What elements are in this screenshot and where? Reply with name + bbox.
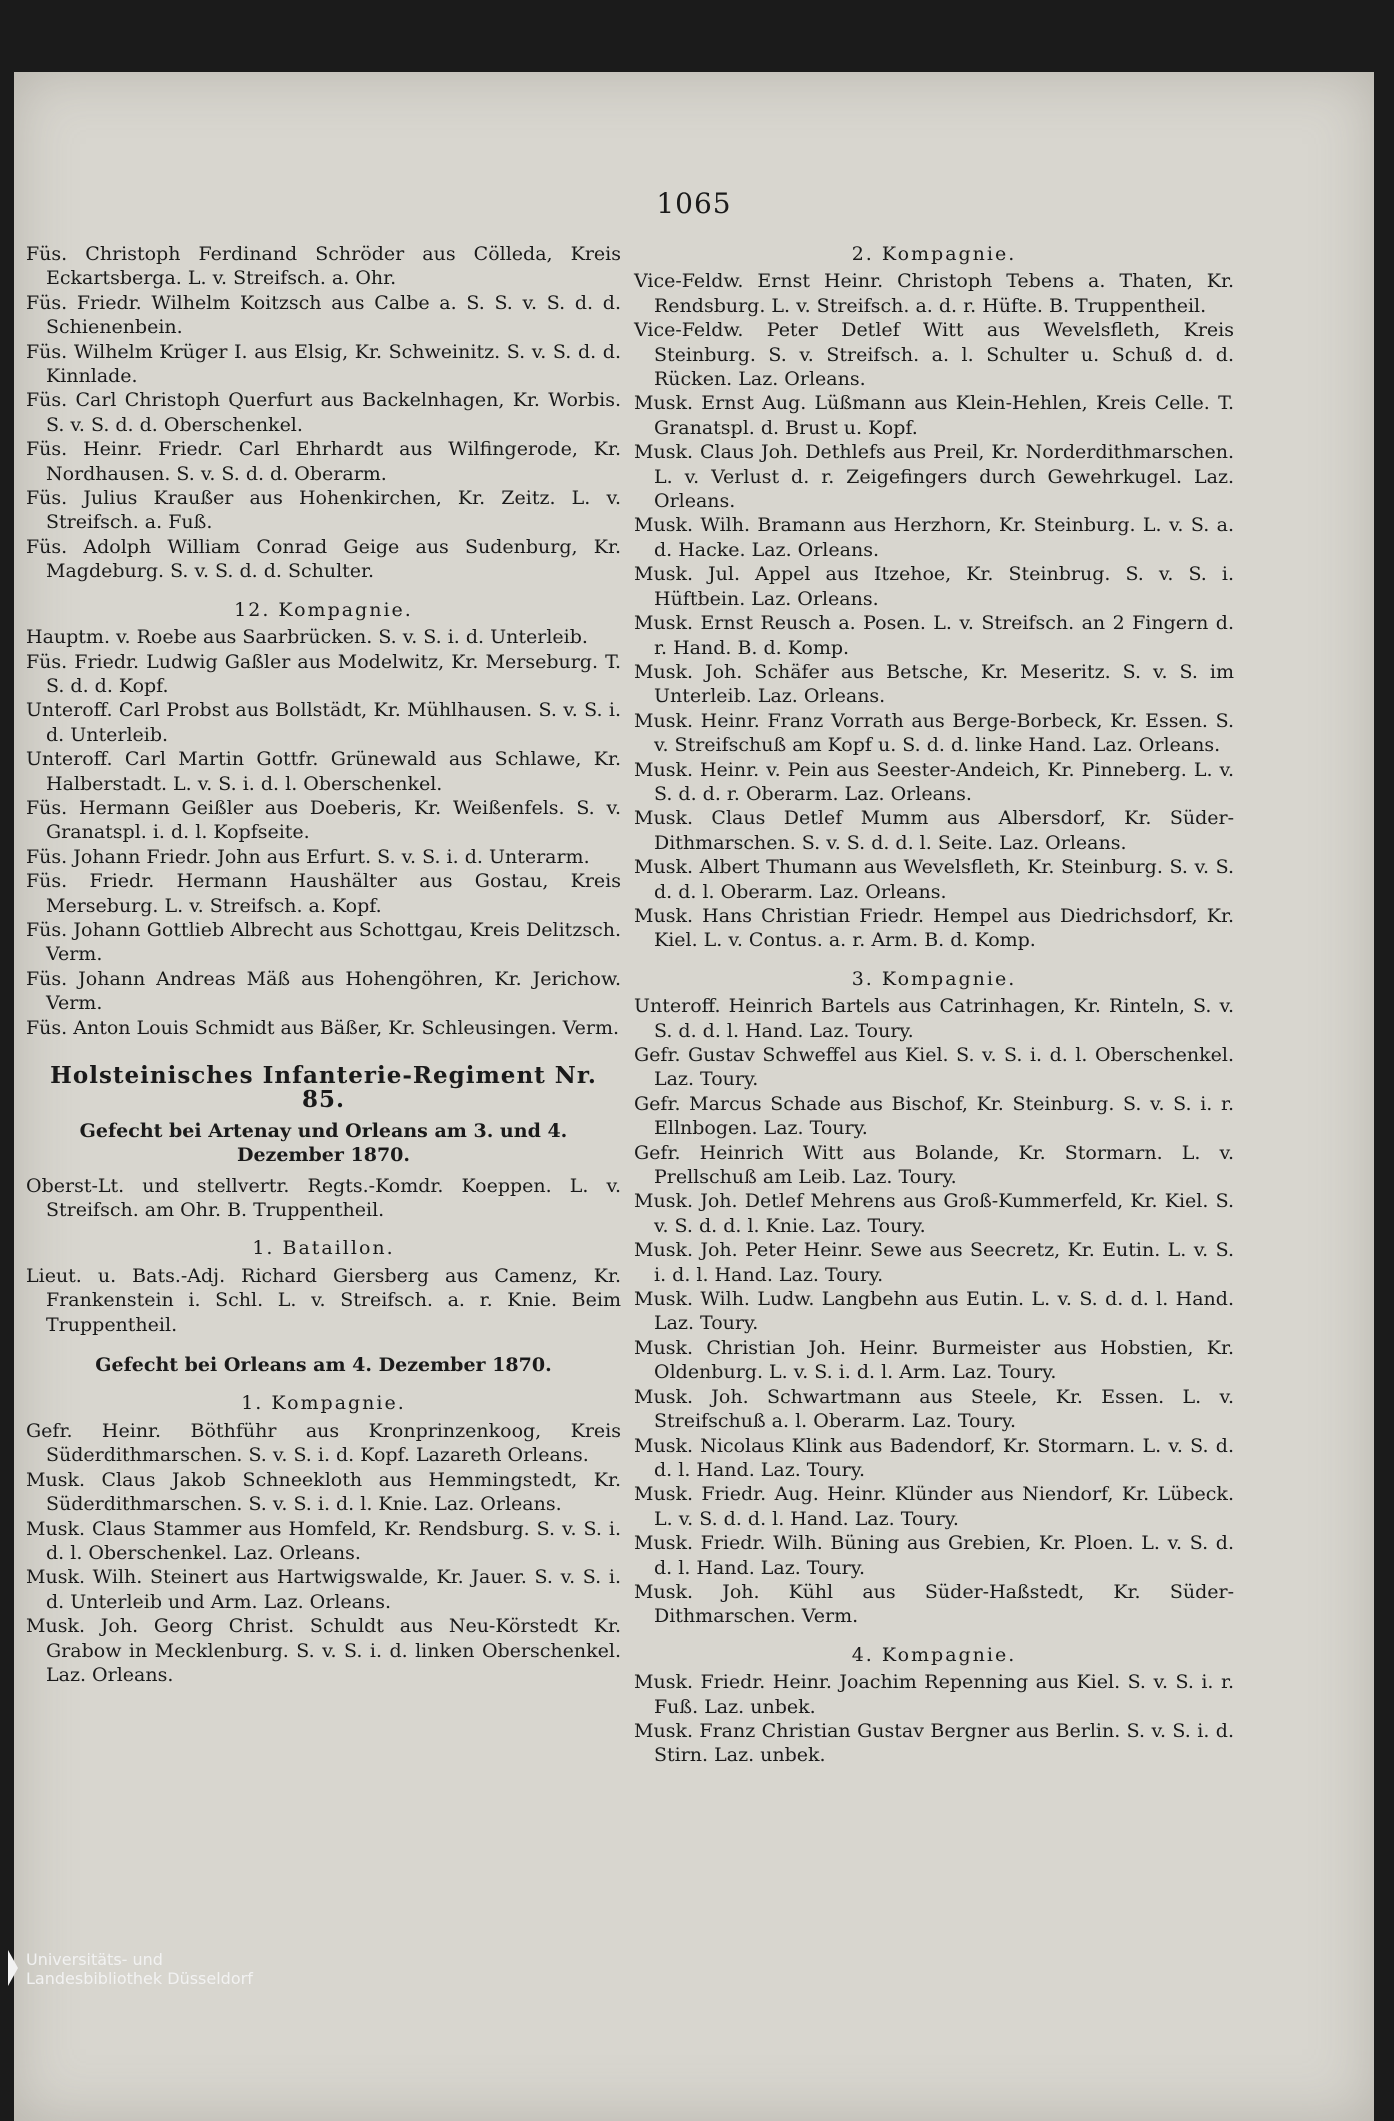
casualty-entry: Musk. Joh. Schwartmann aus Steele, Kr. Essen. L. v. Streifschuß a. l. Oberarm. Laz. Toury. — [634, 1385, 1234, 1433]
library-line-2: Landesbibliothek Düsseldorf — [26, 1969, 253, 1988]
casualty-entry: Füs. Heinr. Friedr. Carl Ehrhardt aus Wilfingerode, Kr. Nordhausen. S. v. S. d. d. Oberarm. — [26, 438, 621, 485]
casualty-entry: Musk. Friedr. Heinr. Joachim Repenning aus Kiel. S. v. S. i. r. Fuß. Laz. unbek. — [634, 1671, 1234, 1718]
section-heading: 1. Bataillon. — [252, 1237, 395, 1260]
casualty-entry: Musk. Heinr. v. Pein aus Seester-Andeich, Kr. Pinneberg. L. v. S. d. d. r. Oberarm. Laz. Orleans. — [634, 758, 1234, 805]
casualty-entry: Unteroff. Carl Martin Gottfr. Grünewald aus Schlawe, Kr. Halberstadt. L. v. S. i. d. l. Oberschenkel. — [26, 748, 621, 795]
casualty-entry: Musk. Hans Christian Friedr. Hempel aus Diedrichsdorf, Kr. Kiel. L. v. Contus. a. r. Arm. B. d. Komp. — [634, 904, 1234, 952]
section-heading: 12. Kompagnie. — [234, 598, 413, 621]
casualty-entry: Hauptm. v. Roebe aus Saarbrücken. S. v. S. i. d. Unterleib. — [26, 626, 588, 649]
casualty-entry: Musk. Claus Stammer aus Homfeld, Kr. Rendsburg. S. v. S. i. d. l. Oberschenkel. Laz. Orleans. — [26, 1517, 621, 1564]
casualty-entry: Musk. Wilh. Ludw. Langbehn aus Eutin. L. v. S. d. d. l. Hand. Laz. Toury. — [634, 1288, 1234, 1335]
casualty-entry: Musk. Ernst Reusch a. Posen. L. v. Streifsch. an 2 Fingern d. r. Hand. B. d. Komp. — [634, 612, 1234, 659]
casualty-entry: Füs. Hermann Geißler aus Doeberis, Kr. Weißenfels. S. v. Granatspl. i. d. l. Kopfseite. — [26, 796, 621, 844]
casualty-entry: Vice-Feldw. Ernst Heinr. Christoph Tebens a. Thaten, Kr. Rendsburg. L. v. Streifsch. a. d. r. Hüfte. B. Truppentheil. — [634, 270, 1234, 317]
casualty-entry: Gefr. Marcus Schade aus Bischof, Kr. Steinburg. S. v. S. i. r. Ellnbogen. Laz. Toury. — [634, 1092, 1234, 1140]
casualty-entry: Musk. Albert Thumann aus Wevelsfleth, Kr. Steinburg. S. v. S. d. d. l. Oberarm. Laz. Orleans. — [634, 856, 1234, 903]
casualty-entry: Lieut. u. Bats.-Adj. Richard Giersberg aus Camenz, Kr. Frankenstein i. Schl. L. v. Streifsch. a. r. Knie. Beim Truppentheil. — [26, 1264, 621, 1336]
page-number: 1065 — [656, 187, 732, 220]
casualty-entry: Musk. Christian Joh. Heinr. Burmeister aus Hobstien, Kr. Oldenburg. L. v. S. i. d. l. Arm. Laz. Toury. — [634, 1336, 1234, 1384]
section-heading: 1. Kompagnie. — [241, 1392, 406, 1415]
regiment-heading: Holsteinisches Infanterie-Regiment Nr. 85. — [50, 1062, 597, 1114]
casualty-entry: Gefr. Heinrich Witt aus Bolande, Kr. Stormarn. L. v. Prellschuß am Leib. Laz. Toury. — [634, 1141, 1234, 1189]
casualty-entry: Gefr. Heinr. Böthführ aus Kronprinzenkoog, Kreis Süderdithmarschen. S. v. S. i. d. Kopf. Lazareth Orleans. — [26, 1419, 621, 1467]
casualty-entry: Musk. Friedr. Wilh. Büning aus Grebien, Kr. Ploen. L. v. S. d. d. l. Hand. Laz. Toury. — [634, 1532, 1234, 1579]
casualty-entry: Füs. Friedr. Ludwig Gaßler aus Modelwitz, Kr. Merseburg. T. S. d. d. Kopf. — [26, 650, 621, 697]
casualty-entry: Musk. Joh. Kühl aus Süder-Haßstedt, Kr. Süder-Dithmarschen. Verm. — [634, 1580, 1234, 1628]
casualty-entry: Füs. Adolph William Conrad Geige aus Sudenburg, Kr. Magdeburg. S. v. S. d. d. Schulter. — [26, 535, 621, 583]
casualty-entry: Musk. Heinr. Franz Vorrath aus Berge-Borbeck, Kr. Essen. S. v. Streifschuß am Kopf u. S. d. d. linke Hand. Laz. Orleans. — [634, 709, 1234, 757]
casualty-entry: Füs. Wilhelm Krüger I. aus Elsig, Kr. Schweinitz. S. v. S. d. d. Kinnlade. — [26, 340, 621, 388]
casualty-entry: Musk. Joh. Peter Heinr. Sewe aus Seecretz, Kr. Eutin. L. v. S. i. d. l. Hand. Laz. Toury. — [634, 1239, 1234, 1286]
casualty-entry: Musk. Wilh. Steinert aus Hartwigswalde, Kr. Jauer. S. v. S. i. d. Unterleib und Arm. Laz. Orleans. — [26, 1566, 621, 1613]
casualty-entry: Musk. Jul. Appel aus Itzehoe, Kr. Steinbrug. S. v. S. i. Hüftbein. Laz. Orleans. — [634, 563, 1234, 610]
battle-heading: Gefecht bei Orleans am 4. Dezember 1870. — [95, 1354, 552, 1377]
casualty-entry: Musk. Joh. Schäfer aus Betsche, Kr. Meseritz. S. v. S. im Unterleib. Laz. Orleans. — [634, 660, 1234, 708]
casualty-entry: Füs. Johann Friedr. John aus Erfurt. S. v. S. i. d. Unterarm. — [26, 845, 590, 868]
casualty-entry: Musk. Claus Detlef Mumm aus Albersdorf, Kr. Süder-Dithmarschen. S. v. S. d. d. l. Seite. Laz. Orleans. — [634, 807, 1234, 854]
casualty-entry: Füs. Christoph Ferdinand Schröder aus Cölleda, Kreis Eckartsberga. L. v. Streifsch. a. Ohr. — [26, 243, 621, 290]
casualty-entry: Füs. Carl Christoph Querfurt aus Backelnhagen, Kr. Worbis. S. v. S. d. d. Oberschenkel. — [26, 389, 621, 436]
section-heading: 2. Kompagnie. — [851, 243, 1017, 265]
casualty-entry: Gefr. Gustav Schweffel aus Kiel. S. v. S. i. d. l. Oberschenkel. Laz. Toury. — [634, 1044, 1234, 1091]
casualty-entry: Musk. Joh. Georg Christ. Schuldt aus Neu-Körstedt Kr. Grabow in Mecklenburg. S. v. S. i. d. linken Oberschenkel. Laz. Orleans. — [26, 1615, 621, 1686]
right-column — [634, 242, 1234, 1768]
casualty-entry: Vice-Feldw. Peter Detlef Witt aus Wevelsfleth, Kreis Steinburg. S. v. Streifsch. a. l. Schulter u. Schuß d. d. Rücken. Laz. Orleans. — [634, 319, 1234, 391]
section-heading: 3. Kompagnie. — [851, 967, 1017, 990]
casualty-entry: Musk. Joh. Detlef Mehrens aus Groß-Kummerfeld, Kr. Kiel. S. v. S. d. d. l. Knie. Laz. Toury. — [634, 1190, 1234, 1237]
scanned-page — [14, 72, 1374, 2121]
casualty-entry: Füs. Friedr. Wilhelm Koitzsch aus Calbe a. S. S. v. S. d. d. Schienenbein. — [26, 291, 621, 339]
left-column — [26, 242, 621, 1687]
section-heading: 4. Kompagnie. — [851, 1643, 1017, 1666]
casualty-entry: Musk. Claus Joh. Dethlefs aus Preil, Kr. Norderdithmarschen. L. v. Verlust d. r. Zeigefingers durch Gewehrkugel. Laz. Orleans. — [634, 441, 1234, 513]
casualty-entry: Musk. Nicolaus Klink aus Badendorf, Kr. Stormarn. L. v. S. d. d. l. Hand. Laz. Toury. — [634, 1434, 1234, 1481]
library-logo-icon — [8, 1950, 18, 1986]
casualty-entry: Musk. Friedr. Aug. Heinr. Klünder aus Niendorf, Kr. Lübeck. L. v. S. d. d. l. Hand. Laz. Toury. — [634, 1483, 1234, 1530]
casualty-entry: Füs. Johann Andreas Mäß aus Hohengöhren, Kr. Jerichow. Verm. — [26, 967, 621, 1015]
casualty-entry: Füs. Johann Gottlieb Albrecht aus Schottgau, Kreis Delitzsch. Verm. — [26, 918, 621, 966]
battle-heading: Gefecht bei Artenay und Orleans am 3. und 4. Dezember 1870. — [79, 1119, 568, 1167]
casualty-entry: Füs. Anton Louis Schmidt aus Bäßer, Kr. Schleusingen. Verm. — [26, 1016, 620, 1039]
casualty-entry: Füs. Julius Kraußer aus Hohenkirchen, Kr. Zeitz. L. v. Streifsch. a. Fuß. — [26, 487, 621, 534]
casualty-entry: Oberst-Lt. und stellvertr. Regts.-Komdr. Koeppen. L. v. Streifsch. am Ohr. B. Truppentheil. — [26, 1174, 621, 1222]
casualty-entry: Musk. Ernst Aug. Lüßmann aus Klein-Hehlen, Kreis Celle. T. Granatspl. d. Brust u. Kopf. — [634, 392, 1234, 439]
casualty-entry: Musk. Franz Christian Gustav Bergner aus Berlin. S. v. S. i. d. Stirn. Laz. unbek. — [634, 1719, 1234, 1767]
library-line-1: Universitäts- und — [26, 1950, 163, 1969]
library-watermark — [26, 1950, 253, 1988]
casualty-entry: Musk. Wilh. Bramann aus Herzhorn, Kr. Steinburg. L. v. S. a. d. Hacke. Laz. Orleans. — [634, 514, 1234, 561]
casualty-entry: Unteroff. Heinrich Bartels aus Catrinhagen, Kr. Rinteln, S. v. S. d. d. l. Hand. Laz. Toury. — [634, 995, 1234, 1042]
casualty-entry: Unteroff. Carl Probst aus Bollstädt, Kr. Mühlhausen. S. v. S. i. d. Unterleib. — [26, 699, 621, 746]
casualty-entry: Füs. Friedr. Hermann Haushälter aus Gostau, Kreis Merseburg. L. v. Streifsch. a. Kopf. — [26, 870, 621, 917]
casualty-entry: Musk. Claus Jakob Schneekloth aus Hemmingstedt, Kr. Süderdithmarschen. S. v. S. i. d. l. Knie. Laz. Orleans. — [26, 1468, 621, 1516]
